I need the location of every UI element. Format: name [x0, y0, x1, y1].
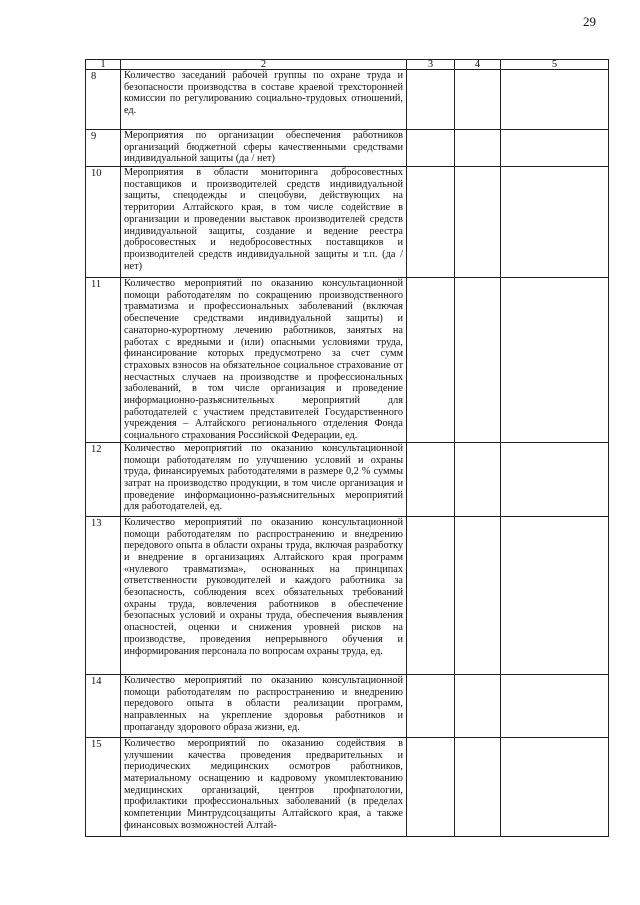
- row-description: Количество мероприятий по оказанию консультационной помощи работодателям по распространению и внедрению передового опыта в области охраны труда, включая разработку и внедрение в организациях Алтайского края программ «нулевого травматизма», основанных на принципах ответственности руководителей и каждого работника за безопасность, соблюдения всех обязательных требований охраны труда, вовлечения работников в обеспечение безопасных условий и охраны труда, обеспечения выявления опасностей, оценки и снижения уровней рисков на производстве, проведения непрерывного обучения и информирования персонала по вопросам охраны труда, ед.: [121, 516, 407, 674]
- table-row: [86, 278, 609, 443]
- empty-cell: [501, 442, 609, 516]
- empty-cell: [501, 70, 609, 130]
- empty-cell: [407, 516, 455, 674]
- row-number: 10: [86, 167, 121, 278]
- header-cell: 4: [455, 60, 501, 70]
- empty-cell: [455, 442, 501, 516]
- table-row: [86, 130, 609, 167]
- empty-cell: [455, 130, 501, 167]
- row-description: Количество мероприятий по оказанию консультационной помощи работодателям по сокращению производственного травматизма и профессиональных заболеваний (включая обеспечение средствами индивидуальной защиты) и санаторно-курортному лечению работников, занятых на работах с вредными и (или) опасными условиями труда, финансирование которых предусмотрено за счет сумм страховых взносов на обязательное социальное страхование от несчастных случаев на производстве и профессиональных заболеваний, в том числе организация и проведение информационно-разъяснительных мероприятий для работодателей с участием представителей Государственного учреждения – Алтайского регионального отделения Фонда социального страхования Российской Федерации, ед.: [121, 278, 407, 443]
- empty-cell: [501, 516, 609, 674]
- empty-cell: [501, 278, 609, 443]
- table-header-row: [86, 60, 609, 70]
- table-row: [86, 442, 609, 516]
- empty-cell: [455, 70, 501, 130]
- empty-cell: [501, 130, 609, 167]
- row-description: Мероприятия по организации обеспечения работников организаций бюджетной сферы качественными средствами индивидуальной защиты (да / нет): [121, 130, 407, 167]
- empty-cell: [407, 167, 455, 278]
- empty-cell: [407, 737, 455, 836]
- row-description: Количество мероприятий по оказанию содействия в улучшении качества проведения предварительных и периодических медицинских осмотров работников, материальному оснащению и кадровому укомплектованию медицинских организаций, центров профпатологии, профилактики профессиональных заболеваний (в пределах компетенции Минтрудсоцзащиты Алтайского края, а также финансовых возможностей Алтай-: [121, 737, 407, 836]
- table-row: [86, 167, 609, 278]
- table-row: [86, 70, 609, 130]
- empty-cell: [455, 674, 501, 737]
- header-cell: 5: [501, 60, 609, 70]
- empty-cell: [455, 278, 501, 443]
- row-number: 15: [86, 737, 121, 836]
- row-description: Количество мероприятий по оказанию консультационной помощи работодателям по распространению и внедрению передового опыта в области реализации программ, направленных на укрепление здоровья работников и пропаганду здорового образа жизни, ед.: [121, 674, 407, 737]
- header-cell: 3: [407, 60, 455, 70]
- table-row: [86, 516, 609, 674]
- empty-cell: [455, 737, 501, 836]
- row-description: Количество мероприятий по оказанию консультационной помощи работодателям по улучшению условий и охраны труда, финансируемых работодателями в размере 0,2 % суммы затрат на производство продукции, в том числе организация и проведение информационно-разъяснительных мероприятий для работодателей, ед.: [121, 442, 407, 516]
- row-description: Количество заседаний рабочей группы по охране труда и безопасности производства в составе краевой трехсторонней комиссии по регулированию социально-трудовых отношений, ед.: [121, 70, 407, 130]
- empty-cell: [455, 516, 501, 674]
- row-number: 12: [86, 442, 121, 516]
- empty-cell: [407, 278, 455, 443]
- empty-cell: [407, 130, 455, 167]
- indicators-table: [85, 59, 609, 837]
- header-cell: 1: [86, 60, 121, 70]
- empty-cell: [501, 737, 609, 836]
- row-number: 9: [86, 130, 121, 167]
- row-number: 8: [86, 70, 121, 130]
- header-cell: 2: [121, 60, 407, 70]
- row-number: 14: [86, 674, 121, 737]
- page-number: 29: [583, 14, 596, 29]
- empty-cell: [407, 674, 455, 737]
- row-number: 11: [86, 278, 121, 443]
- empty-cell: [501, 674, 609, 737]
- empty-cell: [455, 167, 501, 278]
- empty-cell: [407, 70, 455, 130]
- row-number: 13: [86, 516, 121, 674]
- empty-cell: [407, 442, 455, 516]
- row-description: Мероприятия в области мониторинга добросовестных поставщиков и производителей средств индивидуальной защиты, спецодежды и спецобуви, действующих на территории Алтайского края, в том числе содействие в организации и проведении выставок производителей средств индивидуальной защиты, создание и ведение реестра добросовестных и недобросовестных поставщиков и производителей средств индивидуальной защиты и т.п. (да / нет): [121, 167, 407, 278]
- empty-cell: [501, 167, 609, 278]
- table-row: [86, 737, 609, 836]
- table-row: [86, 674, 609, 737]
